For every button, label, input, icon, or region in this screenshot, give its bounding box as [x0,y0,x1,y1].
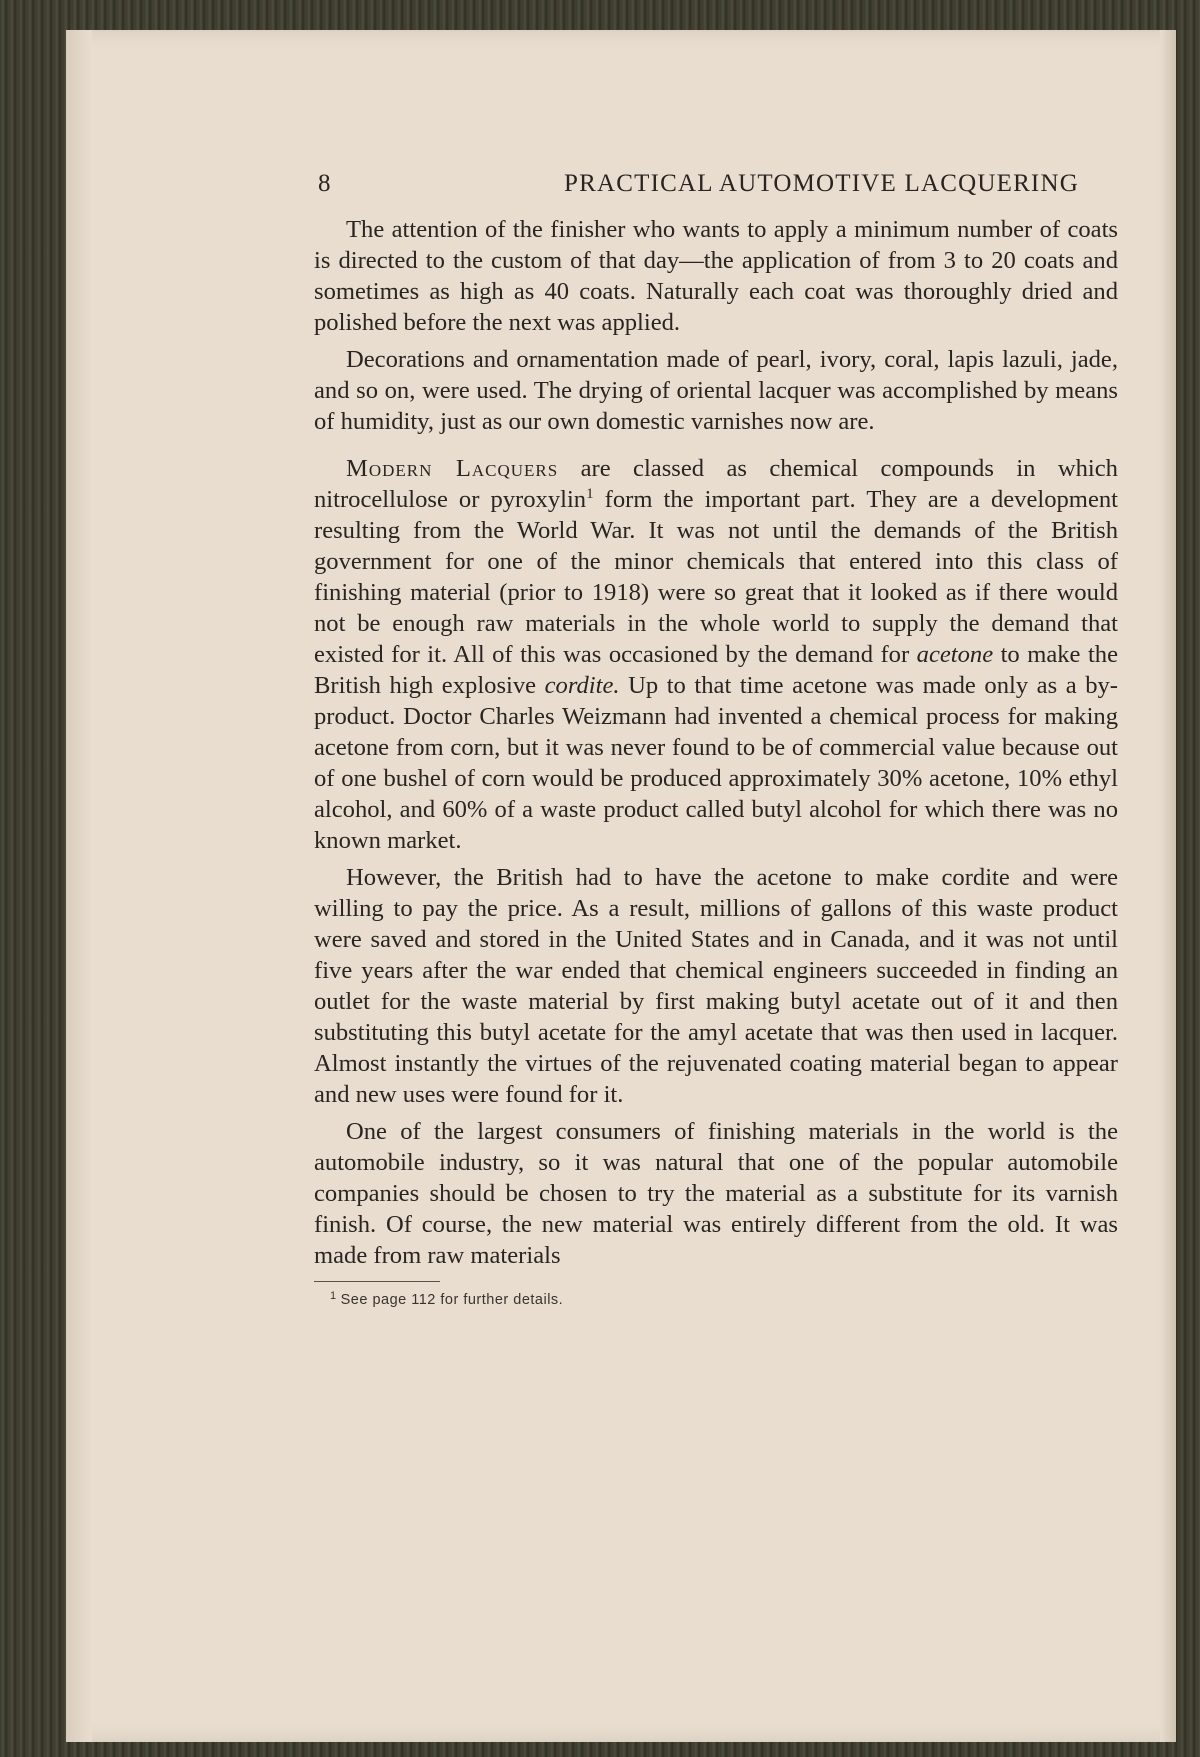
footnote [330,1290,1200,1308]
page-text-block [246,170,1118,1308]
page-gutter [66,30,92,1742]
paragraph-1: The attention of the finisher who wants to apply a minimum number of coats is directed to the custom of that day—the application of from 3 to 20 coats and sometimes as high as 40 coats. Naturally each coat was thoroughly dried and polished before the next was applied. [314,216,1118,336]
footnote-rule [314,1281,440,1282]
paragraph-3-part-d: Up to that time acetone was made only as a by-product. Doctor Charles Weizmann had invented a chemical process for making acetone from corn, but it was never found to be of commercial value because out of one bushel of corn would be produced approximately 30% acetone, 10% ethyl alcohol, and 60% of a waste product called butyl alcohol for which there was no known market. [314,672,1118,854]
page-number: 8 [318,170,332,197]
paragraph-3-part-c: to make the British high explosive [314,641,1118,699]
italic-acetone: acetone [916,641,994,668]
footnote-mark: 1 [330,1290,337,1302]
book-page [66,30,1176,1742]
italic-cordite: cordite. [544,672,620,699]
section-heading-modern-lacquers: Modern Lacquers [346,455,559,482]
paragraph-5: One of the largest consumers of finishing materials in the world is the automobile industry, so it was natural that one of the popular automobile companies should be chosen to try the material as a substitute for its varnish finish. Of course, the new material was entirely different from the old. It was made from raw materials [314,1118,1118,1269]
running-title: PRACTICAL AUTOMOTIVE LACQUERING [564,170,1079,197]
footnote-text: See page 112 for further details. [340,1292,564,1308]
paragraph-4: However, the British had to have the acetone to make cordite and were willing to pay the price. As a result, millions of gallons of this waste product were saved and stored in the United States and in Canada, and it was not until five years after the war ended that chemical engineers succeeded in finding an outlet for the waste material by first making butyl acetate out of it and then substituting this butyl acetate for the amyl acetate that was then used in lacquer. Almost instantly the virtues of the rejuvenated coating material began to appear and new uses were found for it. [314,864,1118,1108]
paragraph-2: Decorations and ornamentation made of pearl, ivory, coral, lapis lazuli, jade, and so on, were used. The drying of oriental lacquer was accomplished by means of humidity, just as our own domestic varnishes now are. [314,346,1118,435]
paragraph-3-part-b: form the important part. They are a development resulting from the World War. It was not until the demands of the British government for one of the minor chemicals that entered into this class of finishing material (prior to 1918) were so great that it looked as if there would not be enough raw materials in the whole world to supply the demand that existed for it. All of this was occasioned by the demand for [314,486,1118,668]
page-header [246,170,1118,214]
paragraph-3-part-a: are classed as chemical compounds in which nitrocellulose or pyroxylin [314,455,1118,513]
footnote-reference: 1 [586,486,594,502]
paragraph-3 [314,453,1118,856]
page-edge [1160,30,1176,1742]
